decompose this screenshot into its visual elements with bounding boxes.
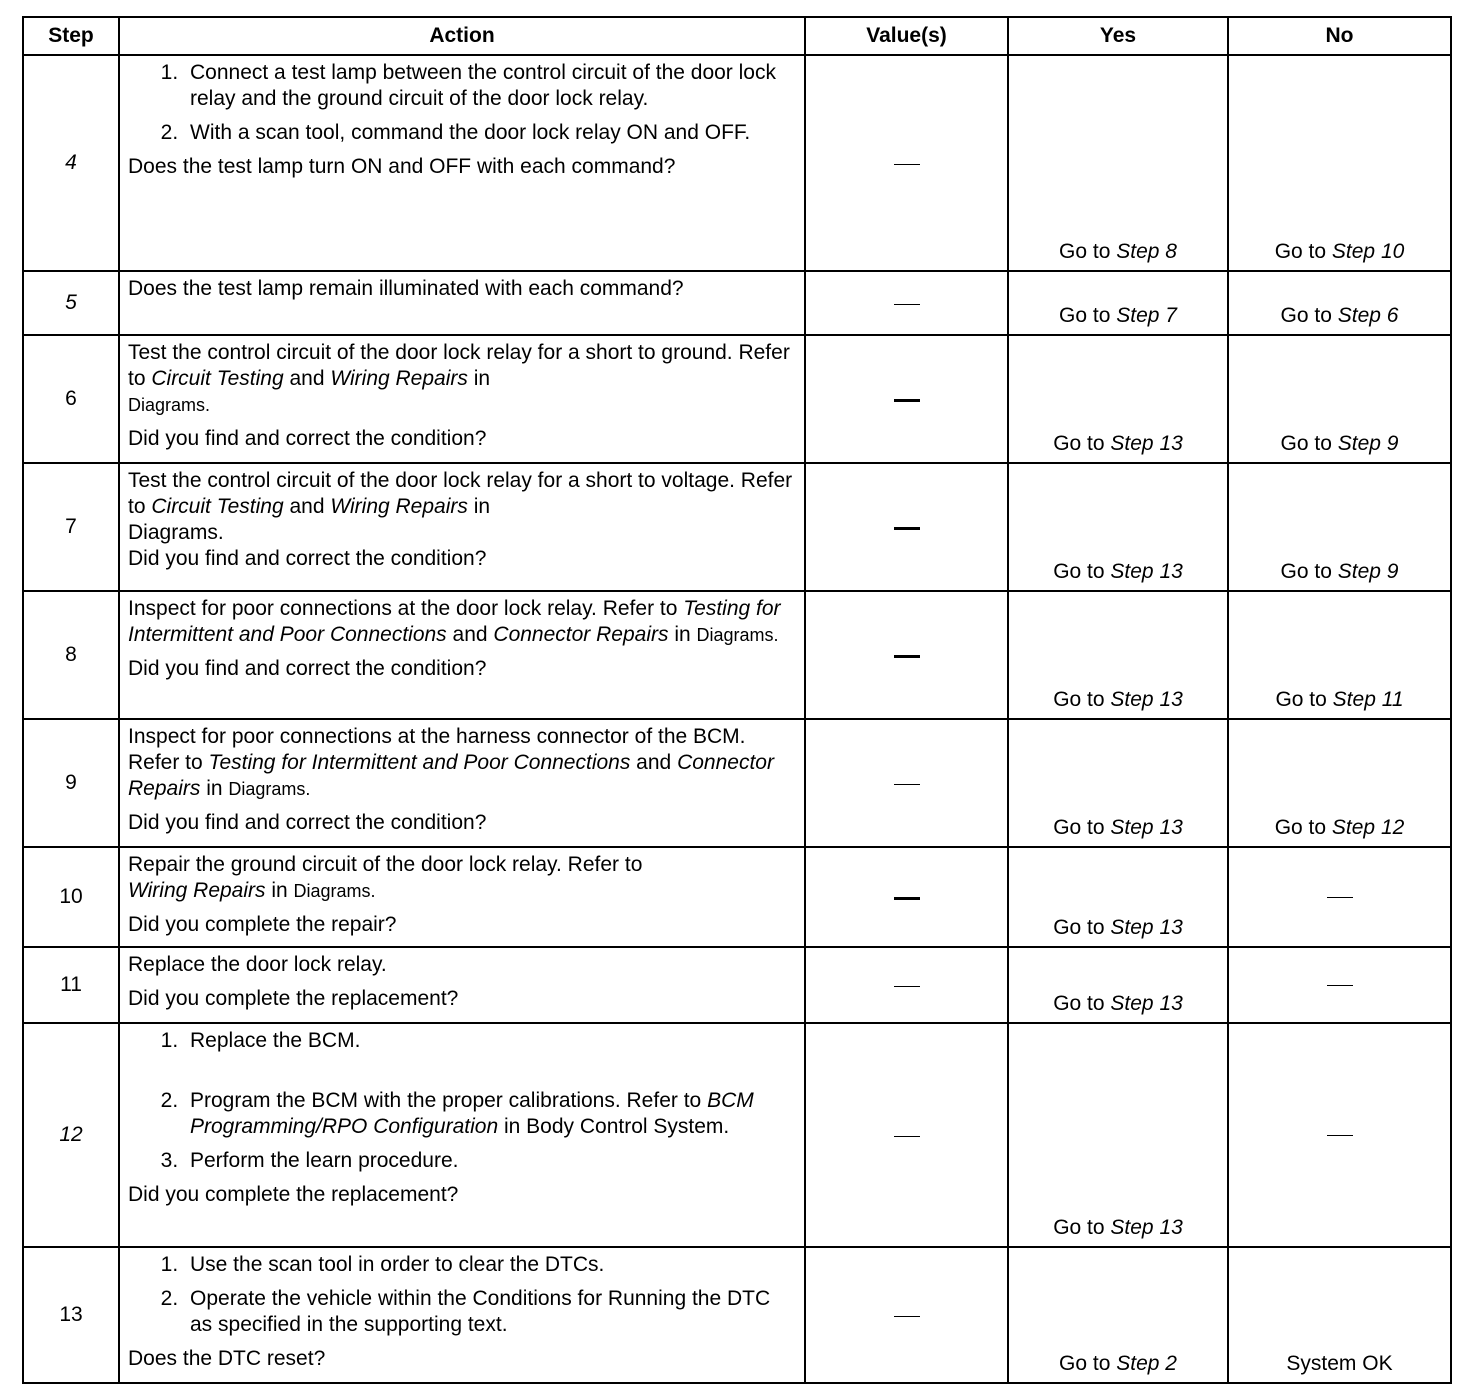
value-cell bbox=[805, 463, 1008, 591]
go-to-text: Go to bbox=[1053, 560, 1105, 583]
yes-step-link[interactable]: 8 bbox=[1165, 240, 1177, 263]
step-word: Step bbox=[1337, 432, 1381, 455]
dash-mark bbox=[894, 1136, 920, 1137]
no-cell bbox=[1228, 947, 1451, 1023]
step-word: Step bbox=[1110, 688, 1154, 711]
dash-mark bbox=[1327, 897, 1353, 898]
reference-link[interactable]: Connector Repairs bbox=[493, 623, 669, 646]
action-question: Does the DTC reset? bbox=[128, 1347, 326, 1370]
table-row bbox=[23, 719, 1451, 847]
action-text-part: Program the BCM with the proper calibrations. Refer to bbox=[190, 1089, 708, 1112]
action-text-part: in bbox=[200, 777, 229, 800]
diagnostic-table-container bbox=[22, 16, 1450, 1384]
dash-mark bbox=[894, 527, 920, 530]
step-word: Step bbox=[1110, 1216, 1154, 1239]
yes-step-link[interactable]: 13 bbox=[1159, 816, 1183, 839]
value-cell bbox=[805, 335, 1008, 463]
action-text bbox=[128, 852, 796, 904]
no-cell bbox=[1228, 847, 1451, 947]
go-to-text: Go to bbox=[1053, 1216, 1105, 1239]
table-row bbox=[23, 1247, 1451, 1383]
dash-mark bbox=[894, 1316, 920, 1317]
yes-cell bbox=[1008, 719, 1228, 847]
action-text-part: in Body Control System. bbox=[498, 1115, 730, 1138]
dash-mark bbox=[1327, 985, 1353, 986]
header-row bbox=[23, 17, 1451, 55]
step-number: 7 bbox=[23, 463, 119, 591]
system-ok-text: System OK bbox=[1286, 1352, 1393, 1375]
dash-mark bbox=[894, 304, 920, 305]
no-step-link[interactable]: 12 bbox=[1380, 816, 1405, 839]
go-to-text: Go to bbox=[1059, 304, 1111, 327]
action-text-part: and bbox=[283, 495, 331, 518]
diagrams-link[interactable]: Diagrams. bbox=[293, 881, 376, 901]
action-list bbox=[128, 1252, 796, 1338]
header-no: No bbox=[1228, 17, 1451, 55]
dash-mark bbox=[894, 655, 920, 658]
list-item bbox=[184, 1088, 796, 1140]
action-text bbox=[128, 468, 796, 546]
go-to-text: Go to bbox=[1280, 432, 1332, 455]
action-text-part: Inspect for poor connections at the door lock relay. Refer to bbox=[128, 597, 684, 620]
action-cell bbox=[119, 1023, 805, 1247]
step-word: Step bbox=[1332, 688, 1376, 711]
table-row bbox=[23, 55, 1451, 271]
action-question: Did you complete the replacement? bbox=[128, 1183, 459, 1206]
no-cell bbox=[1228, 271, 1451, 335]
action-text: Replace the door lock relay. bbox=[128, 953, 387, 976]
step-word: Step bbox=[1116, 1352, 1160, 1375]
step-word: Step bbox=[1110, 560, 1154, 583]
yes-step-link[interactable]: 2 bbox=[1165, 1352, 1177, 1375]
go-to-text: Go to bbox=[1053, 816, 1105, 839]
action-text-part: and bbox=[446, 623, 494, 646]
action-question: Did you find and correct the condition? bbox=[128, 427, 487, 450]
yes-step-link[interactable]: 13 bbox=[1159, 916, 1183, 939]
go-to-text: Go to bbox=[1274, 816, 1327, 839]
diagnostic-table bbox=[22, 16, 1452, 1384]
go-to-text: Go to bbox=[1053, 688, 1105, 711]
value-cell bbox=[805, 847, 1008, 947]
go-to-text: Go to bbox=[1275, 688, 1327, 711]
reference-link[interactable]: Wiring Repairs bbox=[330, 367, 468, 390]
go-to-text: Go to bbox=[1059, 240, 1111, 263]
yes-step-link[interactable]: 13 bbox=[1159, 432, 1183, 455]
value-cell bbox=[805, 1023, 1008, 1247]
reference-link[interactable]: Connector Repairs bbox=[128, 751, 774, 800]
step-number: 9 bbox=[23, 719, 119, 847]
action-question: Did you find and correct the condition? bbox=[128, 547, 487, 570]
diagrams-link[interactable]: Diagrams. bbox=[228, 779, 311, 799]
reference-link[interactable]: Wiring Repairs bbox=[330, 495, 468, 518]
dash-mark bbox=[894, 399, 920, 402]
action-text bbox=[128, 340, 796, 418]
action-text-part: in bbox=[668, 623, 697, 646]
yes-cell bbox=[1008, 1247, 1228, 1383]
no-cell bbox=[1228, 55, 1451, 271]
step-word: Step bbox=[1116, 304, 1160, 327]
action-text-part: in bbox=[265, 879, 294, 902]
value-cell bbox=[805, 591, 1008, 719]
no-step-link[interactable]: 6 bbox=[1386, 304, 1399, 327]
action-cell bbox=[119, 847, 805, 947]
list-item: 1. Use the scan tool in order to clear the DTCs. bbox=[184, 1252, 796, 1278]
step-number: 10 bbox=[23, 847, 119, 947]
no-cell bbox=[1228, 1023, 1451, 1247]
table-row bbox=[23, 335, 1451, 463]
step-number: 4 bbox=[23, 55, 119, 271]
list-item: 2. Operate the vehicle within the Conditions for Running the DTC as specified in the supporting text. bbox=[184, 1286, 796, 1338]
yes-step-link[interactable]: 13 bbox=[1159, 992, 1183, 1015]
no-cell bbox=[1228, 335, 1451, 463]
dash-mark bbox=[894, 986, 920, 987]
table-row bbox=[23, 1023, 1451, 1247]
dash-mark bbox=[894, 784, 920, 785]
no-cell bbox=[1228, 463, 1451, 591]
list-item: 3. Perform the learn procedure. bbox=[184, 1148, 796, 1174]
table-row bbox=[23, 463, 1451, 591]
no-step-link[interactable]: 11 bbox=[1381, 688, 1404, 711]
action-text-part: and bbox=[630, 751, 678, 774]
action-list bbox=[128, 60, 796, 146]
action-question: Did you complete the replacement? bbox=[128, 987, 459, 1010]
reference-link[interactable]: Testing for Intermittent and Poor Connections bbox=[128, 597, 781, 646]
action-cell bbox=[119, 335, 805, 463]
header-values: Value(s) bbox=[805, 17, 1008, 55]
yes-step-link[interactable]: 7 bbox=[1165, 304, 1177, 327]
go-to-text: Go to bbox=[1280, 560, 1332, 583]
action-text-part: Inspect for poor connections at the harness connector of the BCM. Refer to bbox=[128, 725, 746, 774]
go-to-text: Go to bbox=[1053, 916, 1105, 939]
action-text-part: in bbox=[467, 495, 491, 518]
no-step-link[interactable]: 10 bbox=[1380, 240, 1405, 263]
value-cell bbox=[805, 55, 1008, 271]
yes-step-link[interactable]: 13 bbox=[1159, 1216, 1183, 1239]
no-cell bbox=[1228, 591, 1451, 719]
step-word: Step bbox=[1116, 240, 1160, 263]
header-step: Step bbox=[23, 17, 119, 55]
action-cell bbox=[119, 719, 805, 847]
value-cell bbox=[805, 719, 1008, 847]
action-question: Did you find and correct the condition? bbox=[128, 657, 487, 680]
step-number: 11 bbox=[23, 947, 119, 1023]
table-row bbox=[23, 847, 1451, 947]
go-to-text: Go to bbox=[1280, 304, 1332, 327]
go-to-text: Go to bbox=[1274, 240, 1327, 263]
table-row bbox=[23, 271, 1451, 335]
reference-link[interactable]: Testing for Intermittent and Poor Connections bbox=[208, 751, 631, 774]
diagrams-link[interactable]: Diagrams. bbox=[128, 521, 224, 544]
diagrams-link[interactable]: Diagrams. bbox=[696, 625, 779, 645]
go-to-text: Go to bbox=[1059, 1352, 1111, 1375]
step-word: Step bbox=[1331, 816, 1376, 839]
reference-link[interactable]: Circuit Testing bbox=[151, 367, 284, 390]
yes-step-link[interactable]: 13 bbox=[1159, 688, 1183, 711]
list-item: 1. Connect a test lamp between the control circuit of the door lock relay and the ground circuit of the door lock relay. bbox=[184, 60, 796, 112]
action-text-part: Repair the ground circuit of the door lock relay. Refer to bbox=[128, 853, 643, 876]
value-cell bbox=[805, 947, 1008, 1023]
step-word: Step bbox=[1337, 560, 1381, 583]
step-number: 8 bbox=[23, 591, 119, 719]
yes-cell bbox=[1008, 947, 1228, 1023]
action-cell bbox=[119, 947, 805, 1023]
step-number: 6 bbox=[23, 335, 119, 463]
yes-step-link[interactable]: 13 bbox=[1159, 560, 1183, 583]
yes-cell bbox=[1008, 847, 1228, 947]
action-cell bbox=[119, 271, 805, 335]
action-question: Did you complete the repair? bbox=[128, 913, 397, 936]
action-text-part: in bbox=[467, 367, 491, 390]
value-cell bbox=[805, 271, 1008, 335]
step-word: Step bbox=[1337, 304, 1381, 327]
diagrams-link[interactable]: Diagrams. bbox=[128, 395, 211, 415]
reference-link[interactable]: BCM Programming/RPO Configuration bbox=[190, 1089, 754, 1138]
no-step-link[interactable]: 9 bbox=[1386, 560, 1399, 583]
action-text-part: Test the control circuit of the door lock relay for a short to ground. Refer to bbox=[128, 341, 790, 390]
no-cell bbox=[1228, 1247, 1451, 1383]
action-text-part: and bbox=[283, 367, 331, 390]
yes-cell bbox=[1008, 271, 1228, 335]
action-text-part: Test the control circuit of the door lock relay for a short to voltage. Refer to bbox=[128, 469, 793, 518]
dash-mark bbox=[894, 897, 920, 900]
step-word: Step bbox=[1331, 240, 1376, 263]
header-action: Action bbox=[119, 17, 805, 55]
step-number: 13 bbox=[23, 1247, 119, 1383]
no-step-link[interactable]: 9 bbox=[1386, 432, 1399, 455]
table-row bbox=[23, 591, 1451, 719]
step-number: 12 bbox=[23, 1023, 119, 1247]
go-to-text: Go to bbox=[1053, 992, 1105, 1015]
step-word: Step bbox=[1110, 992, 1154, 1015]
yes-cell bbox=[1008, 591, 1228, 719]
go-to-text: Go to bbox=[1053, 432, 1105, 455]
action-cell bbox=[119, 591, 805, 719]
dash-mark bbox=[1327, 1135, 1353, 1136]
action-cell bbox=[119, 1247, 805, 1383]
value-cell bbox=[805, 1247, 1008, 1383]
action-cell bbox=[119, 463, 805, 591]
yes-cell bbox=[1008, 463, 1228, 591]
step-number: 5 bbox=[23, 271, 119, 335]
yes-cell bbox=[1008, 335, 1228, 463]
action-list bbox=[128, 1028, 796, 1174]
table-row bbox=[23, 947, 1451, 1023]
step-word: Step bbox=[1110, 816, 1154, 839]
list-item: 1. Replace the BCM. bbox=[184, 1028, 796, 1054]
no-cell bbox=[1228, 719, 1451, 847]
yes-cell bbox=[1008, 55, 1228, 271]
yes-cell bbox=[1008, 1023, 1228, 1247]
action-text bbox=[128, 596, 796, 648]
action-cell bbox=[119, 55, 805, 271]
action-question: Did you find and correct the condition? bbox=[128, 811, 487, 834]
reference-link[interactable]: Circuit Testing bbox=[151, 495, 284, 518]
action-question: Does the test lamp remain illuminated with each command? bbox=[128, 277, 684, 300]
reference-link[interactable]: Wiring Repairs bbox=[128, 879, 266, 902]
list-item: 2. With a scan tool, command the door lock relay ON and OFF. bbox=[184, 120, 796, 146]
step-word: Step bbox=[1110, 432, 1154, 455]
header-yes: Yes bbox=[1008, 17, 1228, 55]
action-question: Does the test lamp turn ON and OFF with each command? bbox=[128, 155, 676, 178]
action-text bbox=[128, 724, 796, 802]
dash-mark bbox=[894, 164, 920, 165]
step-word: Step bbox=[1110, 916, 1154, 939]
